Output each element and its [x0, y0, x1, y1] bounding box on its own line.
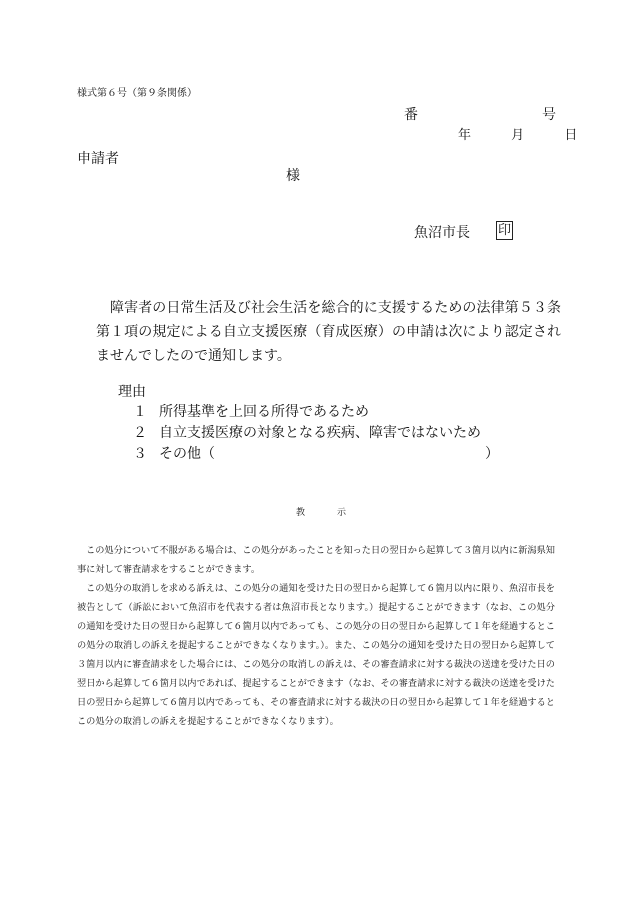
- reason-text: 所得基準を上回る所得であるため: [159, 404, 369, 420]
- date-month-label: 月: [511, 128, 525, 143]
- date-year-label: 年: [458, 128, 472, 143]
- form-number: 様式第６号（第９条関係）: [77, 88, 197, 99]
- reason-item: [133, 423, 481, 444]
- reasons-list: [133, 402, 499, 465]
- reason-number: ３: [133, 446, 147, 462]
- seal-mark: 印: [498, 223, 512, 238]
- date-line: [458, 124, 577, 143]
- reason-text: その他（: [159, 446, 215, 462]
- reason-item: [133, 444, 499, 465]
- reason-text: 自立支援医療の対象となる疾病、障害ではないため: [159, 425, 481, 441]
- honorific: 様: [286, 168, 300, 184]
- issuer-title: 魚沼市長: [414, 225, 470, 241]
- number-label-ban: 番: [404, 107, 418, 123]
- instruction-paragraph: この処分について不服がある場合は、この処分があったことを知った日の翌日から起算して３箇月以内に新潟県知事に対して審査請求をすることができます。: [77, 545, 555, 575]
- instruction-title: 教示: [296, 508, 379, 518]
- reason-number: １: [133, 404, 147, 420]
- date-day-label: 日: [564, 128, 578, 143]
- number-label-go: 号: [542, 107, 556, 123]
- reason-item: [133, 402, 481, 423]
- reasons-title: 理由: [118, 384, 146, 400]
- instruction-body: [77, 541, 555, 731]
- applicant-label: 申請者: [77, 151, 119, 167]
- instruction-paragraph: この処分の取消しを求める訴えは、この処分の通知を受けた日の翌日から起算して６箇月以内に限り、魚沼市長を被告として（訴訟において魚沼市を代表する者は魚沼市長となります。）提起することができます（なお、この処分の通知を受けた日の翌日から起算して６箇月以内であっても、この処分の日の翌日から起算して１年を経過するとこの処分の取消しの訴えを提起することができなくなります。）。また、この処分の通知を受けた日の翌日から起算して３箇月以内に審査請求をした場合には、この処分の取消しの訴えは、その審査請求に対する裁決の送達を受けた日の翌日から起算して６箇月以内であれば、提起することができます（なお、その審査請求に対する裁決の送達を受けた日の翌日から起算して６箇月以内であっても、その審査請求に対する裁決の日の翌日から起算して１年を経過するとこの処分の取消しの訴えを提起することができなくなります）。: [77, 583, 555, 727]
- reason-close-paren: ）: [485, 446, 499, 462]
- notification-body: 障害者の日常生活及び社会生活を総合的に支援するための法律第５３条第１項の規定による自立支援医療（育成医療）の申請は次により認定されませんでしたので通知します。: [96, 300, 561, 364]
- reason-number: ２: [133, 425, 147, 441]
